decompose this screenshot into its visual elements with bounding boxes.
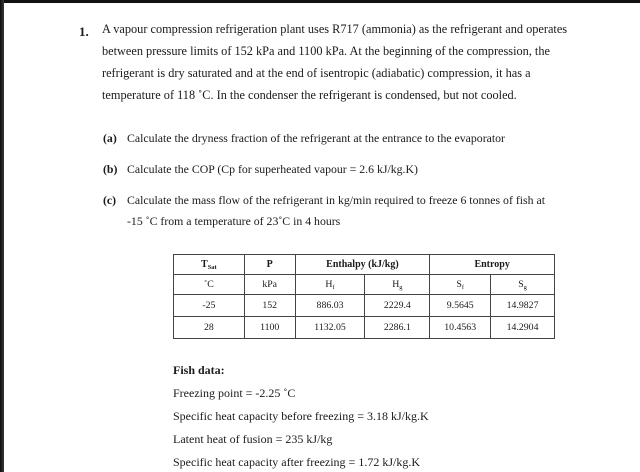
cell-tsat: 28 xyxy=(174,317,245,339)
cell-tsat: -25 xyxy=(174,295,245,317)
part-b-label: (b) xyxy=(103,162,118,176)
fish-freezing-point: Freezing point = -2.25 ˚C xyxy=(173,386,296,400)
cell-pressure: 1100 xyxy=(244,317,295,339)
fish-data-title: Fish data: xyxy=(173,363,225,377)
question-line-1: A vapour compression refrigeration plant uses R717 (ammonia) as the refrigerant and operates xyxy=(102,22,568,36)
question-line-2: between pressure limits of 152 kPa and 1100 kPa. At the beginning of the compression, the xyxy=(102,44,550,58)
unit-sf: $S_f$ xyxy=(430,275,491,295)
header-tsat: $T_{Sat}$ xyxy=(174,255,245,275)
cell-hg: 2286.1 xyxy=(365,317,430,339)
header-enthalpy: Enthalpy (kJ/kg) xyxy=(295,255,430,275)
fish-specific-heat-before: Specific heat capacity before freezing = 3.18 kJ/kg.K xyxy=(173,409,429,423)
fish-latent-heat: Latent heat of fusion = 235 kJ/kg xyxy=(173,432,333,446)
part-a-label: (a) xyxy=(103,131,117,145)
part-c-text-line-1: Calculate the mass flow of the refrigerant in kg/min required to freeze 6 tonnes of fish at xyxy=(127,193,545,207)
unit-tsat: ˚C xyxy=(174,275,245,295)
part-c-text-line-2: -15 ˚C from a temperature of 23˚C in 4 hours xyxy=(127,214,341,228)
cell-sg: 14.9827 xyxy=(491,295,555,317)
table-row xyxy=(174,295,555,317)
cell-hf: 1132.05 xyxy=(295,317,365,339)
question-line-4: temperature of 118 ˚C. In the condenser the refrigerant is condensed, but not cooled. xyxy=(102,88,517,102)
part-c-label: (c) xyxy=(103,193,117,207)
cell-sf: 9.5645 xyxy=(430,295,491,317)
table-row xyxy=(174,317,555,339)
table-header-row xyxy=(174,255,555,275)
refrigerant-property-table xyxy=(173,254,555,339)
question-number: 1. xyxy=(79,24,89,39)
cell-pressure: 152 xyxy=(244,295,295,317)
cell-sg: 14.2904 xyxy=(491,317,555,339)
unit-sg: $S_g$ xyxy=(491,275,555,295)
fish-specific-heat-after: Specific heat capacity after freezing = 1.72 kJ/kg.K xyxy=(173,455,420,469)
table-units-row xyxy=(174,275,555,295)
cell-sf: 10.4563 xyxy=(430,317,491,339)
unit-hg: $H_g$ xyxy=(365,275,430,295)
header-pressure: P xyxy=(244,255,295,275)
header-entropy: Entropy xyxy=(430,255,555,275)
unit-pressure: kPa xyxy=(244,275,295,295)
unit-hf: $H_f$ xyxy=(295,275,365,295)
cell-hf: 886.03 xyxy=(295,295,365,317)
cell-hg: 2229.4 xyxy=(365,295,430,317)
part-a-text: Calculate the dryness fraction of the refrigerant at the entrance to the evaporator xyxy=(127,131,505,145)
part-b-text: Calculate the COP (Cp for superheated vapour = 2.6 kJ/kg.K) xyxy=(127,162,418,176)
question-line-3: refrigerant is dry saturated and at the end of isentropic (adiabatic) compression, it has a xyxy=(102,66,531,80)
